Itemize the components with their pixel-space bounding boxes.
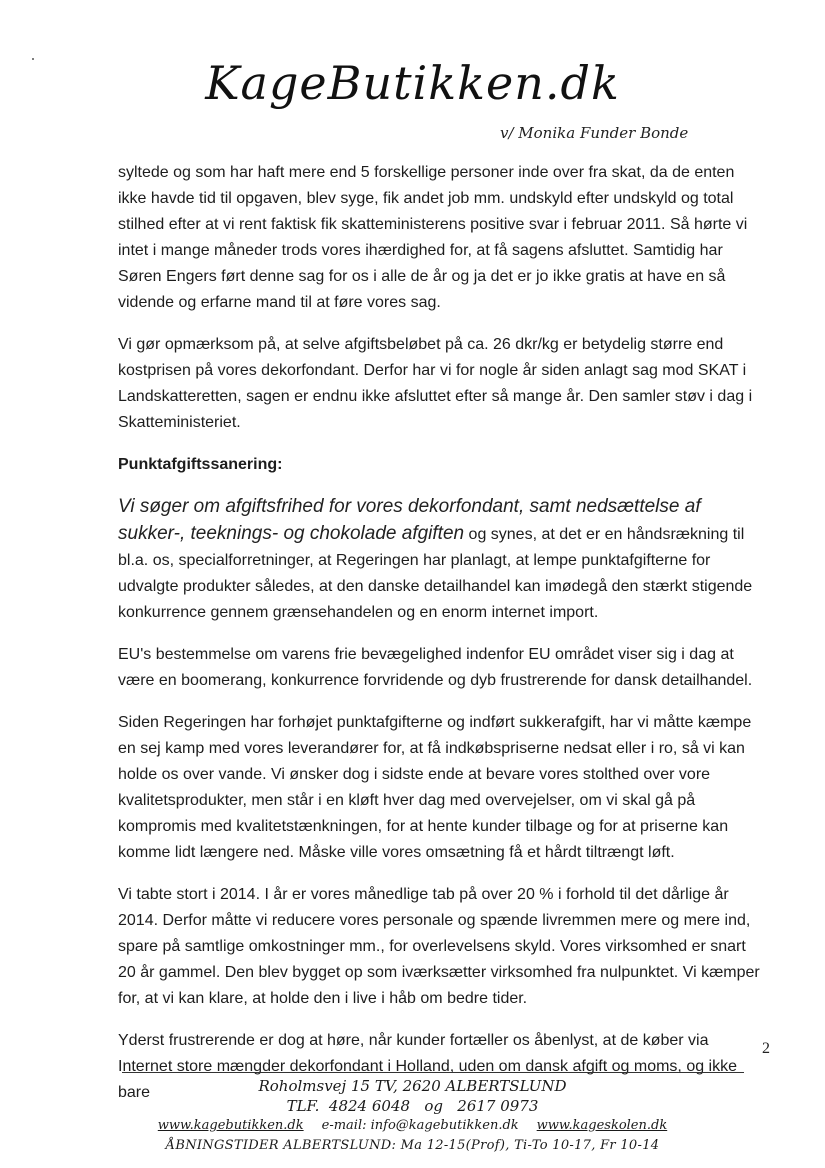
paragraph-5: Siden Regeringen har forhøjet punktafgifterne og indført sukkerafgift, har vi måtte kæmpe en sej kamp med vores leverandører for, at få indkøbspriserne nedsat eller i ro, så vi kan holde os over vande. Vi ønsker dog i sidste ende at bevare vores stolthed over vore kvalitetsprodukter, men står i en kløft hver dag med overvejelser, om vi skal gå på kompromis med kvalitetstænkningen, for at hente kunder tilbage og for at priserne kan komme lidt længere ned. Måske ville vores omsætning få et hårdt tiltrængt løft. <box>118 714 752 861</box>
paragraph-4: EU's bestemmelse om varens frie bevægelighed indenfor EU området viser sig i dag at være en boomerang, konkurrence forvridende og dyb frustrerende for dansk detailhandel. <box>118 646 753 689</box>
website-link-kagebutikken[interactable]: www.kagebutikken.dk <box>157 1118 304 1133</box>
paragraph-1: syltede og som har haft mere end 5 forskellige personer inde over fra skat, da de enten ikke havde tid til opgaven, blev syge, fik andet job mm. undskyld efter undskyld og total stilhed efter at vi rent faktisk fik skatteministerens positive svar i februar 2011. Så hørte vi intet i mange måneder trods vores ihærdighed for, at få sagens afsluttet. Samtidig har Søren Engers ført denne sag for os i alle de år og ja det er jo ikke gratis at have en så vidende og erfarne mand til at føre vores sag. <box>118 164 748 311</box>
footer-phone: TLF. 4824 6048 og 2617 0973 <box>286 1097 539 1115</box>
paragraph-3-lead: Vi søger om afgiftsfrihed for vores dekorfondant, samt nedsættelse af sukker-, teeknings- og chokolade afgiften <box>118 496 701 544</box>
owner-byline: v/ Monika Funder Bonde <box>500 124 689 142</box>
paragraph-3-rest: og synes, at det er en håndsrækning til bl.a. os, specialforretninger, at Regeringen har planlagt, at lempe punktafgifterne for udvalgte produkter således, at den danske detailhandel kan imødegå den stærkt stigende konkurrence gennem grænsehandelen og en enorm internet import. <box>118 526 753 621</box>
footer-divider <box>122 1072 744 1073</box>
opening-hours: ÅBNINGSTIDER ALBERTSLUND: Ma 12-15(Prof), Ti-To 10-17, Fr 10-14 <box>165 1138 660 1153</box>
logo-wordmark: KageButikken.dk <box>205 56 620 110</box>
footer-links <box>0 1116 825 1136</box>
paragraph-2: Vi gør opmærksom på, at selve afgiftsbeløbet på ca. 26 dkr/kg er betydelig større end kostprisen på vores dekorfondant. Derfor har vi for nogle år siden anlagt sag mod SKAT i Landskatteretten, sagen er endnu ikke afsluttet efter så mange år. Den samler støv i dag i Skatteministeriet. <box>118 336 753 431</box>
paragraph-6: Vi tabte stort i 2014. I år er vores månedlige tab på over 20 % i forhold til det dårlige år 2014. Derfor måtte vi reducere vores personale og spænde livremmen mere og mere ind, spare på samtlige omkostninger mm., for overlevelsens skyld. Vores virksomhed er snart 20 år gammel. Den blev bygget op som iværksætter virksomhed fra nulpunktet. Vi kæmper for, at vi kan klare, at holde den i live i håb om bedre tider. <box>118 886 760 1007</box>
page-number: 2 <box>762 1040 770 1057</box>
footer-address: Roholmsvej 15 TV, 2620 ALBERTSLUND <box>258 1077 567 1095</box>
section-heading: Punktafgiftssanering: <box>118 456 283 473</box>
letter-body <box>118 160 763 1122</box>
paragraph-7: Yderst frustrerende er dog at høre, når kunder fortæller os åbenlyst, at de køber via Internet store mængder dekorfondant i Holland, uden om dansk afgift og moms, og ikke bare <box>118 1032 738 1101</box>
website-link-kageskolen[interactable]: www.kageskolen.dk <box>536 1118 668 1133</box>
footer <box>0 1076 825 1156</box>
paragraph-3 <box>118 494 763 626</box>
email-link[interactable]: e-mail: info@kagebutikken.dk <box>321 1118 519 1133</box>
